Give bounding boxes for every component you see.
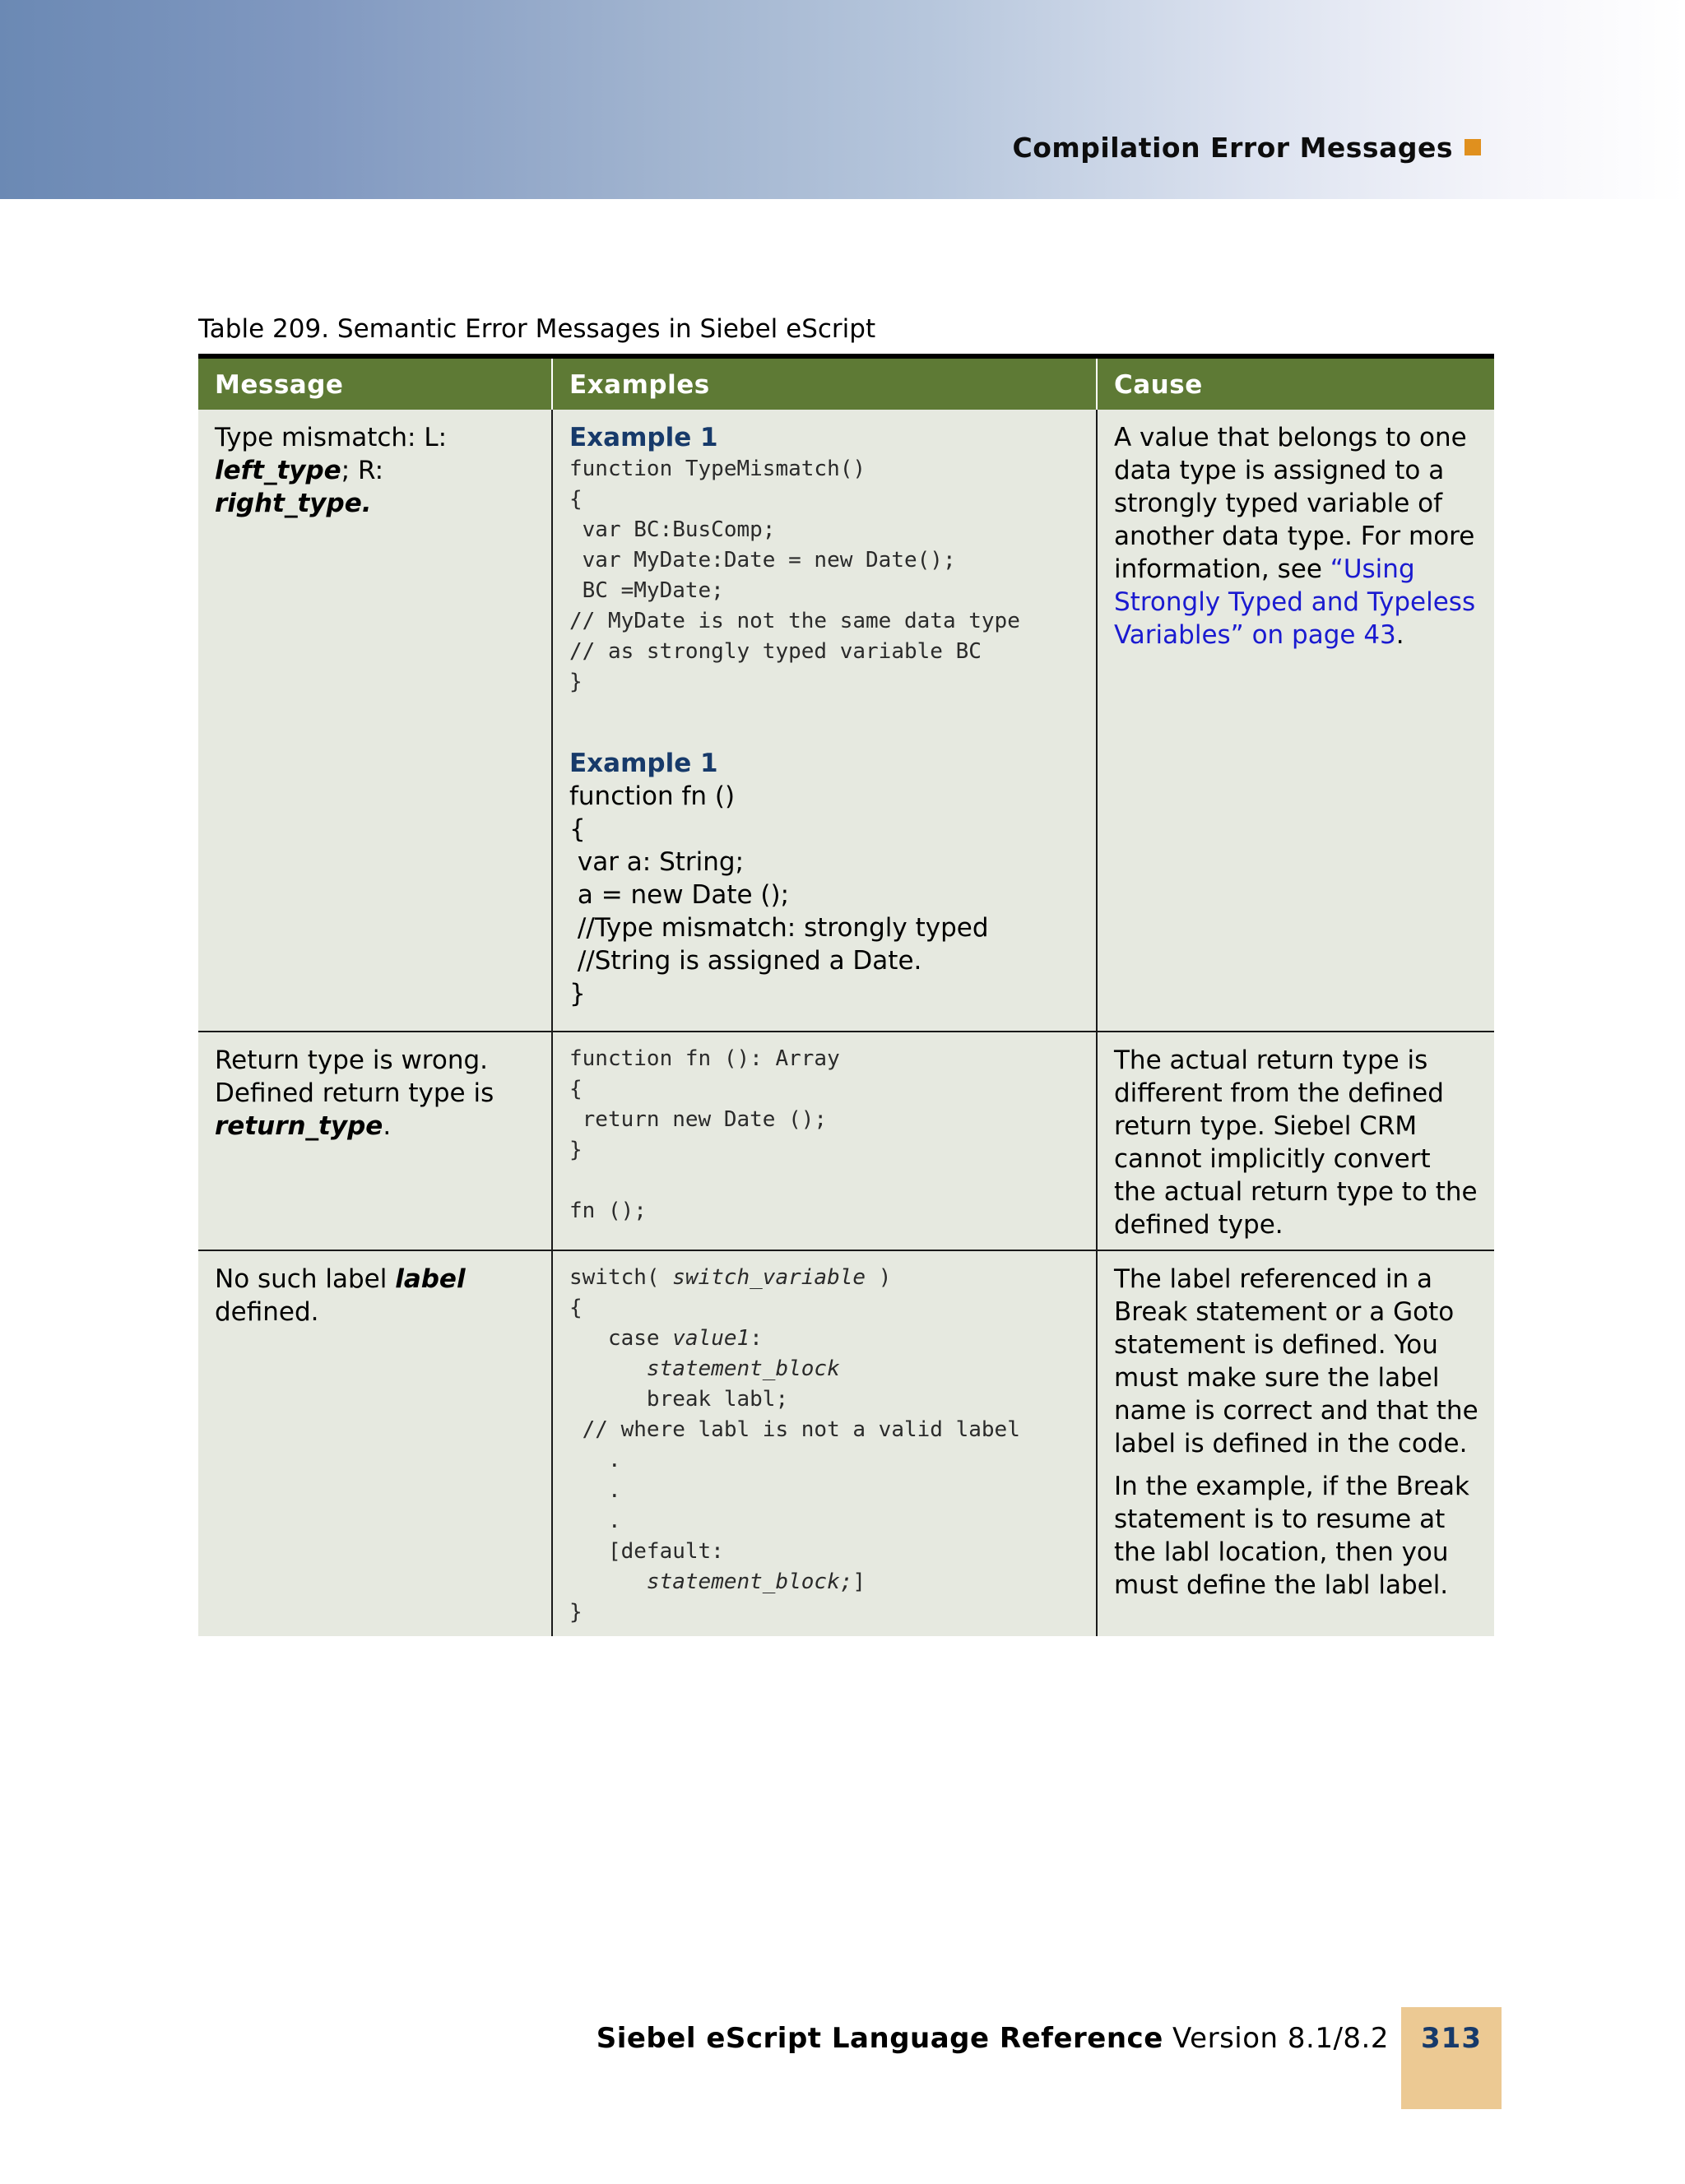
examples-cell [552,1250,1097,1636]
table-header-row [198,359,1494,410]
header-band [0,0,1685,199]
cause-text: In the example, if the Break statement is to resume at the labl location, then you must define the labl label. [1114,1472,1469,1600]
message-variable: label [395,1264,466,1294]
running-head [1013,128,1481,166]
book-version: Version 8.1/8.2 [1163,2022,1389,2055]
message-text: ; R: [341,456,384,485]
table-row [198,1032,1494,1250]
page-number: 313 [1401,2007,1502,2109]
code-block: switch( switch_variable ) { case value1: statement_block break labl; // where labl is not a valid label . . . [default: statement_block;] } [569,1265,1020,1625]
square-bullet-icon [1465,139,1481,155]
header-examples: Examples [552,359,1097,410]
cause-cell [1097,1032,1494,1250]
header-message: Message [198,359,552,410]
example-title: Example 1 [569,749,718,778]
table-caption: Table 209. Semantic Error Messages in Siebel eScript [198,314,876,344]
cause-text: A value that belongs to one data type is assigned to a strongly typed variable of another data type. For more information, see [1114,423,1475,584]
code-block: function fn () { var a: String; a = new Date (); //Type mismatch: strongly typed //String is assigned a Date. } [569,781,989,1009]
message-text: Return type is wrong. Defined return type is [215,1046,494,1108]
message-text: . [383,1111,392,1141]
table-row [198,1250,1494,1636]
examples-cell [552,1032,1097,1250]
footer-title [596,2022,1389,2055]
error-table [198,354,1494,1636]
running-title: Compilation Error Messages [1012,131,1453,164]
message-cell [198,410,552,1032]
message-variable: return_type [215,1111,383,1141]
code-block: function fn (): Array { return new Date (); } fn (); [569,1046,840,1223]
cause-cell [1097,410,1494,1032]
message-text: No such label [215,1264,396,1294]
cause-text: . [1395,620,1404,650]
cross-reference-link[interactable]: “Using Strongly Typed and Typeless Variables” on page 43 [1114,554,1476,650]
message-cell [198,1250,552,1636]
page-footer [0,2007,1685,2109]
table-row [198,410,1494,1032]
message-text: Type mismatch: L: [215,423,448,452]
message-variable: right_type. [215,489,372,518]
code-block: function TypeMismatch() { var BC:BusComp; var MyDate:Date = new Date(); BC =MyDate; // MyDate is not the same data type // as strongly typed variable BC } [569,457,1020,694]
message-variable: left_type [215,456,341,485]
example-title: Example 1 [569,423,718,452]
cause-text: The actual return type is different from the defined return type. Siebel CRM cannot implicitly convert the actual return type to the defined type. [1114,1046,1478,1240]
book-title: Siebel eScript Language Reference [596,2022,1163,2055]
examples-cell [552,410,1097,1032]
cause-text: The label referenced in a Break statement or a Goto statement is defined. You must make sure the label name is correct and that the label is defined in the code. [1114,1264,1478,1458]
header-cause: Cause [1097,359,1494,410]
cause-cell [1097,1250,1494,1636]
message-text: defined. [215,1297,319,1327]
message-cell [198,1032,552,1250]
